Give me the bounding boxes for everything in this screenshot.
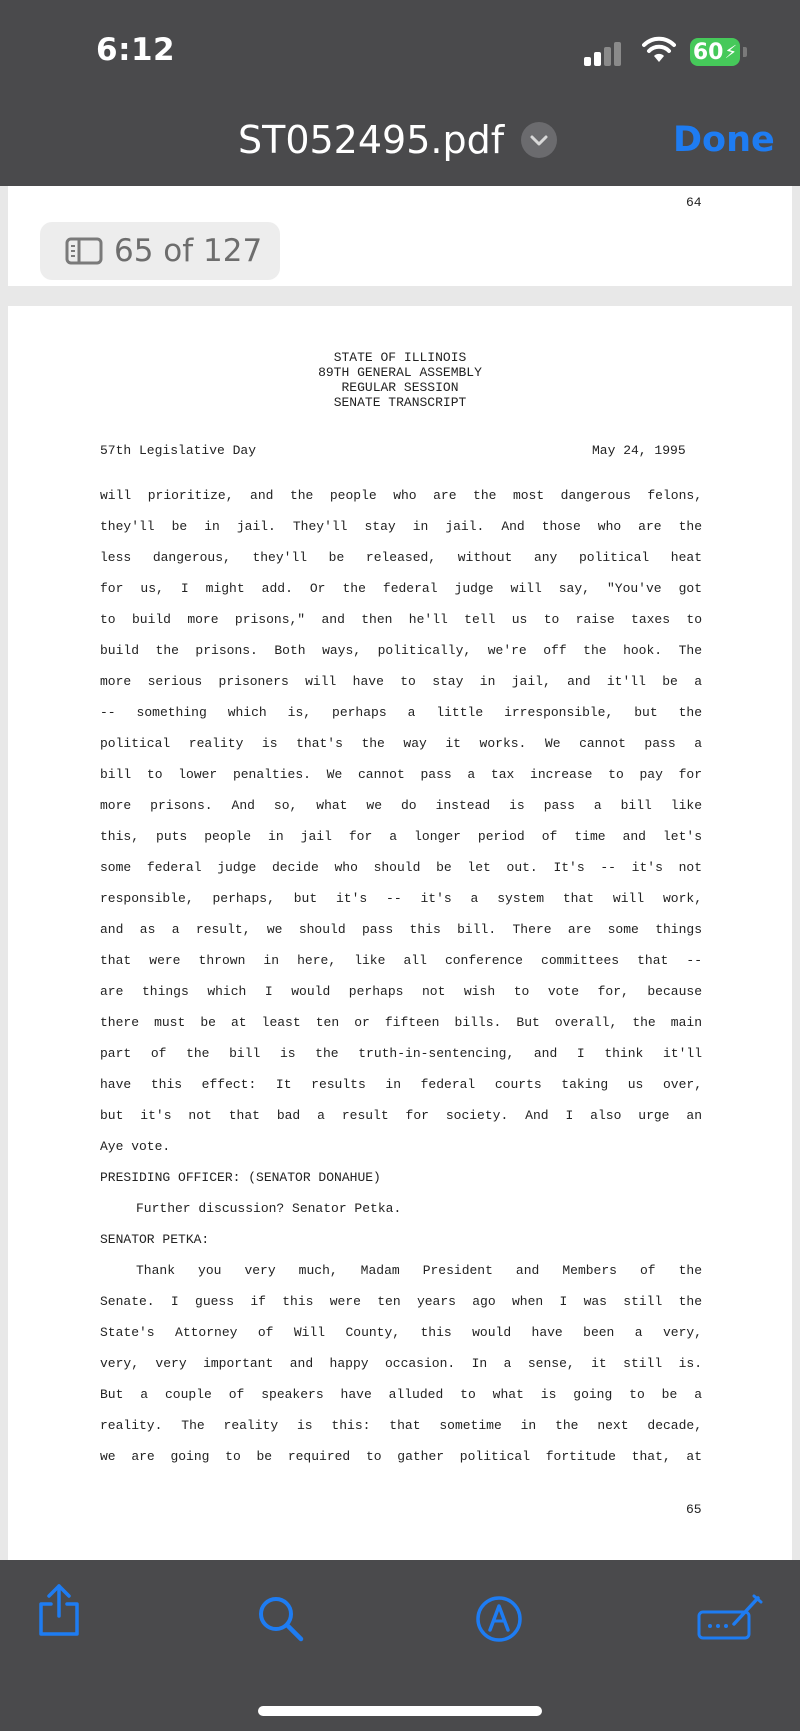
speaker-label: PRESIDING OFFICER: (SENATOR DONAHUE) [100,1170,381,1185]
transcript-line: more prisons. And so, what we do instead is pass a bill like [100,798,702,813]
transcript-line: political reality is that's the way it works. We cannot pass a [100,736,702,751]
search-icon[interactable] [256,1594,306,1644]
transcript-line: some federal judge decide who should be let out. It's -- it's not [100,860,702,875]
annotate-icon[interactable] [696,1592,764,1642]
transcript-body [100,480,702,1472]
cellular-signal-icon [584,40,624,66]
battery-indicator [690,38,740,66]
status-time: 6:12 [96,32,176,68]
transcript-line: -- something which is, perhaps a little irresponsible, but the [100,705,702,720]
transcript-line: we are going to be required to gather political fortitude that, at [100,1449,702,1464]
transcript-line: more serious prisoners will have to stay in jail, and it'll be a [100,674,702,689]
transcript-line: But a couple of speakers have alluded to what is going to be a [100,1387,702,1402]
wifi-icon [642,36,676,64]
transcript-line: there must be at least ten or fifteen bills. But overall, the main [100,1015,702,1030]
transcript-line: build the prisons. Both ways, politically, we're off the hook. The [100,643,702,658]
transcript-line: bill to lower penalties. We cannot pass a tax increase to pay for [100,767,702,782]
battery-level: 60 [692,39,724,65]
transcript-line: very, very important and happy occasion. In a sense, it still is. [100,1356,702,1371]
transcript-line: for us, I might add. Or the federal judge will say, "You've got [100,581,702,596]
document-title[interactable]: ST052495.pdf [238,118,505,162]
transcript-line: Further discussion? Senator Petka. [136,1201,402,1216]
document-header [0,350,800,410]
previous-page-number: 64 [686,195,702,210]
page-number: 65 [686,1502,702,1517]
markup-icon[interactable] [474,1594,524,1644]
header-line: 89TH GENERAL ASSEMBLY [318,365,482,380]
transcript-line: have this effect: It results in federal courts taking us over, [100,1077,702,1092]
speaker-label: SENATOR PETKA: [100,1232,210,1247]
legislative-day: 57th Legislative Day [100,443,257,458]
transcript-line: Senate. I guess if this were ten years ago when I was still the [100,1294,702,1309]
transcript-line: reality. The reality is this: that sometime in the next decade, [100,1418,702,1433]
battery-nub [743,47,747,57]
title-menu-button[interactable] [521,122,557,158]
home-indicator[interactable] [258,1706,542,1716]
transcript-line: less dangerous, they'll be released, without any political heat [100,550,702,565]
transcript-line: that were thrown in here, like all conference committees that -- [100,953,702,968]
header-line: STATE OF ILLINOIS [333,350,467,365]
done-button[interactable]: Done [673,120,775,160]
share-icon[interactable] [34,1582,84,1638]
sidebar-icon [64,236,104,266]
transcript-line: Thank you very much, Madam President and Members of the [136,1263,702,1278]
session-date: May 24, 1995 [592,443,686,458]
transcript-line: responsible, perhaps, but it's -- it's a system that will work, [100,891,702,906]
transcript-line: are things which I would perhaps not wish to vote for, because [100,984,702,999]
page-indicator[interactable] [40,222,280,280]
transcript-line: part of the bill is the truth-in-sentencing, and I think it'll [100,1046,702,1061]
transcript-line: this, puts people in jail for a longer period of time and let's [100,829,702,844]
chevron-down-icon [521,122,557,158]
transcript-line: State's Attorney of Will County, this would have been a very, [100,1325,702,1340]
transcript-line: to build more prisons," and then he'll tell us to raise taxes to [100,612,702,627]
transcript-line: but it's not that bad a result for society. And I also urge an [100,1108,702,1123]
page-indicator-label: 65 of 127 [114,233,263,269]
transcript-line: will prioritize, and the people who are the most dangerous felons, [100,488,702,503]
header-line: REGULAR SESSION [341,380,459,395]
transcript-line: Aye vote. [100,1139,171,1154]
transcript-line: and as a result, we should pass this bill. There are some things [100,922,702,937]
header-line: SENATE TRANSCRIPT [333,395,467,410]
transcript-line: they'll be in jail. They'll stay in jail. And those who are the [100,519,702,534]
charging-bolt-icon: ⚡ [724,41,738,63]
